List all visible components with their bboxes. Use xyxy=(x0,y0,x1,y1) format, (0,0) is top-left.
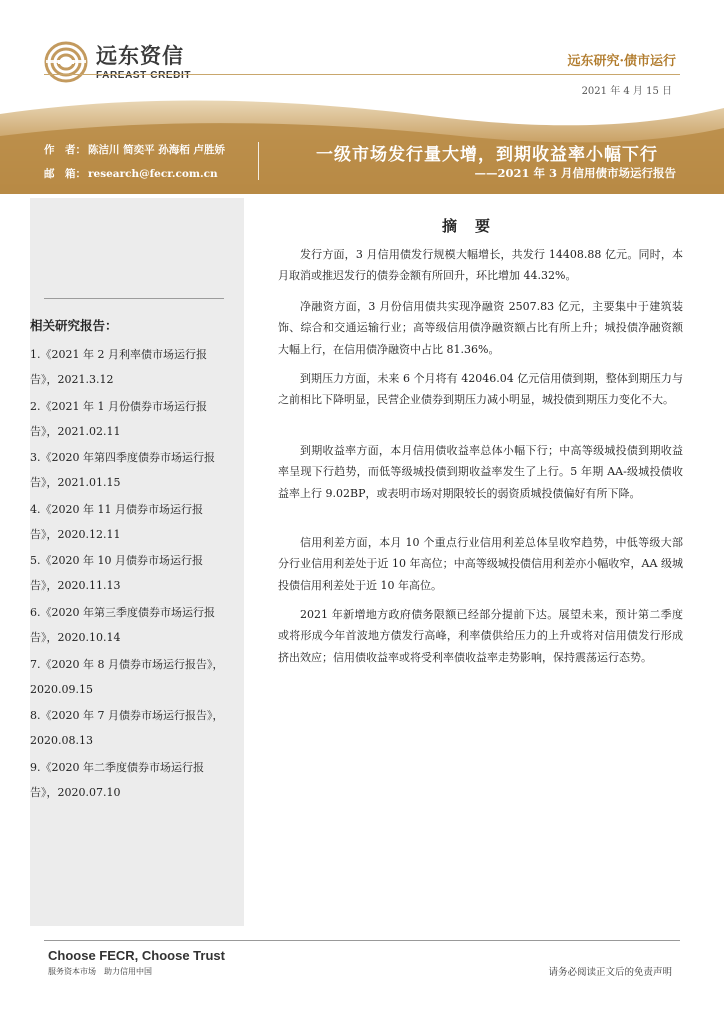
header-divider xyxy=(44,74,680,75)
related-report-title: 7.《2020 年 8 月债券市场运行报告》 xyxy=(30,657,213,671)
related-report-title: 5.《2020 年 10 月债券市场运行报告》 xyxy=(30,554,203,593)
related-report-item[interactable] xyxy=(30,548,225,600)
related-report-date: ，2020.11.13 xyxy=(46,579,121,593)
abstract-paragraph-maturity: 到期压力方面，未来 6 个月将有 42046.04 亿元信用债到期，整体到期压力与之前相比下降明显，民营企业债券到期压力减小明显，城投债到期压力变化不大。 xyxy=(278,372,683,407)
related-report-date: ，2021.01.15 xyxy=(46,476,121,490)
related-report-title: 2.《2021 年 1 月份债券市场运行报告》 xyxy=(30,399,207,438)
abstract-heading: 摘要 xyxy=(442,217,509,235)
band-divider xyxy=(258,142,259,180)
brand-name-cn: 远东资信 xyxy=(96,43,184,68)
related-report-title: 1.《2021 年 2 月利率债市场运行报告》 xyxy=(30,348,207,386)
related-report-item[interactable] xyxy=(30,652,225,704)
abstract-paragraph-outlook: 2021 年新增地方政府债务限额已经部分提前下达。展望未来，预计第二季度或将形成今年首波地方债发行高峰，利率债供给压力的上升或将对信用债发行形成挤出效应；信用债收益率或将受利率债收益率走势影响，保持震荡运行态势。 xyxy=(278,608,683,664)
footer-slogan-sub: 服务资本市场 助力信用中国 xyxy=(48,967,152,976)
abstract-paragraph-net-financing: 净融资方面，3 月份信用债共实现净融资 2507.83 亿元，主要集中于建筑装饰、综合和交通运输行业；高等级信用债净融资额占比有所上升；城投债净融资额大幅上行，在信用债净融资中占比 81.36%。 xyxy=(278,300,683,356)
report-title: 一级市场发行量大增，到期收益率小幅下行 xyxy=(316,145,658,165)
brand-logo xyxy=(44,40,191,84)
related-report-title: 6.《2020 年第三季度债券市场运行报告》 xyxy=(30,605,215,644)
related-report-date: ，2021.3.12 xyxy=(46,373,114,386)
related-reports-heading: 相关研究报告： xyxy=(30,318,118,333)
abstract-paragraph-issuance: 发行方面，3 月信用债发行规模大幅增长，共发行 14408.88 亿元。同时，本月取消或推迟发行的债券金额有所回升，环比增加 44.32%。 xyxy=(278,248,683,283)
related-report-title: 4.《2020 年 11 月债券市场运行报告》 xyxy=(30,502,203,541)
email-address[interactable]: research@fecr.com.cn xyxy=(88,168,218,180)
related-report-item[interactable] xyxy=(30,394,225,446)
related-report-title: 8.《2020 年 7 月债券市场运行报告》 xyxy=(30,709,213,723)
related-report-date: ，2020.07.10 xyxy=(46,785,121,799)
author-label: 作 者： xyxy=(44,144,86,156)
footer-divider xyxy=(44,940,680,941)
related-report-item[interactable] xyxy=(30,445,225,497)
abstract-paragraph-spread: 信用利差方面，本月 10 个重点行业信用利差总体呈收窄趋势，中低等级大部分行业信用利差处于近 10 年高位；中高等级城投债信用利差亦小幅收窄，AA 级城投债信用利差处于近 10 年高位。 xyxy=(278,536,683,592)
footer-disclaimer[interactable]: 请务必阅读正文后的免责声明 xyxy=(548,967,672,978)
related-report-item[interactable] xyxy=(30,600,225,652)
brand-name-en: FAREAST CREDIT xyxy=(96,69,192,81)
related-report-date: ，2021.02.11 xyxy=(46,424,121,438)
related-report-item[interactable] xyxy=(30,755,225,807)
report-subtitle: ——2021 年 3 月信用债市场运行报告 xyxy=(474,166,676,180)
author-info xyxy=(44,138,225,186)
related-report-title: 3.《2020 年第四季度债券市场运行报告》 xyxy=(30,451,215,490)
related-report-date: ，2020.09.15 xyxy=(30,657,224,696)
related-report-item[interactable] xyxy=(30,497,225,549)
report-series: 远东研究·债市运行 xyxy=(567,54,676,69)
related-report-date: ，2020.10.14 xyxy=(46,630,121,644)
related-report-title: 9.《2020 年二季度债券市场运行报告》 xyxy=(30,760,204,799)
related-report-item[interactable] xyxy=(30,703,225,755)
authors: 陈洁川 简奕平 孙海栢 卢胜娇 xyxy=(88,144,225,156)
related-reports-list xyxy=(30,342,225,806)
fareast-logo-icon xyxy=(44,40,88,84)
sidebar-divider xyxy=(44,298,224,299)
abstract-paragraph-yield: 到期收益率方面，本月信用债收益率总体小幅下行；中高等级城投债到期收益率呈现下行趋势，而低等级城投债到期收益率发生了上行。5 年期 AA-级城投债收益率上行 9.02BP，或表明市场对期限较长的弱资质城投债偏好有所下降。 xyxy=(278,444,683,500)
related-report-date: ，2020.08.13 xyxy=(30,709,224,748)
related-report-date: ，2020.12.11 xyxy=(46,527,121,541)
email-label: 邮 箱： xyxy=(44,168,86,180)
report-date: 2021 年 4 月 15 日 xyxy=(581,86,672,97)
footer-slogan: Choose FECR, Choose Trust xyxy=(48,948,225,963)
related-report-item[interactable] xyxy=(30,342,225,394)
